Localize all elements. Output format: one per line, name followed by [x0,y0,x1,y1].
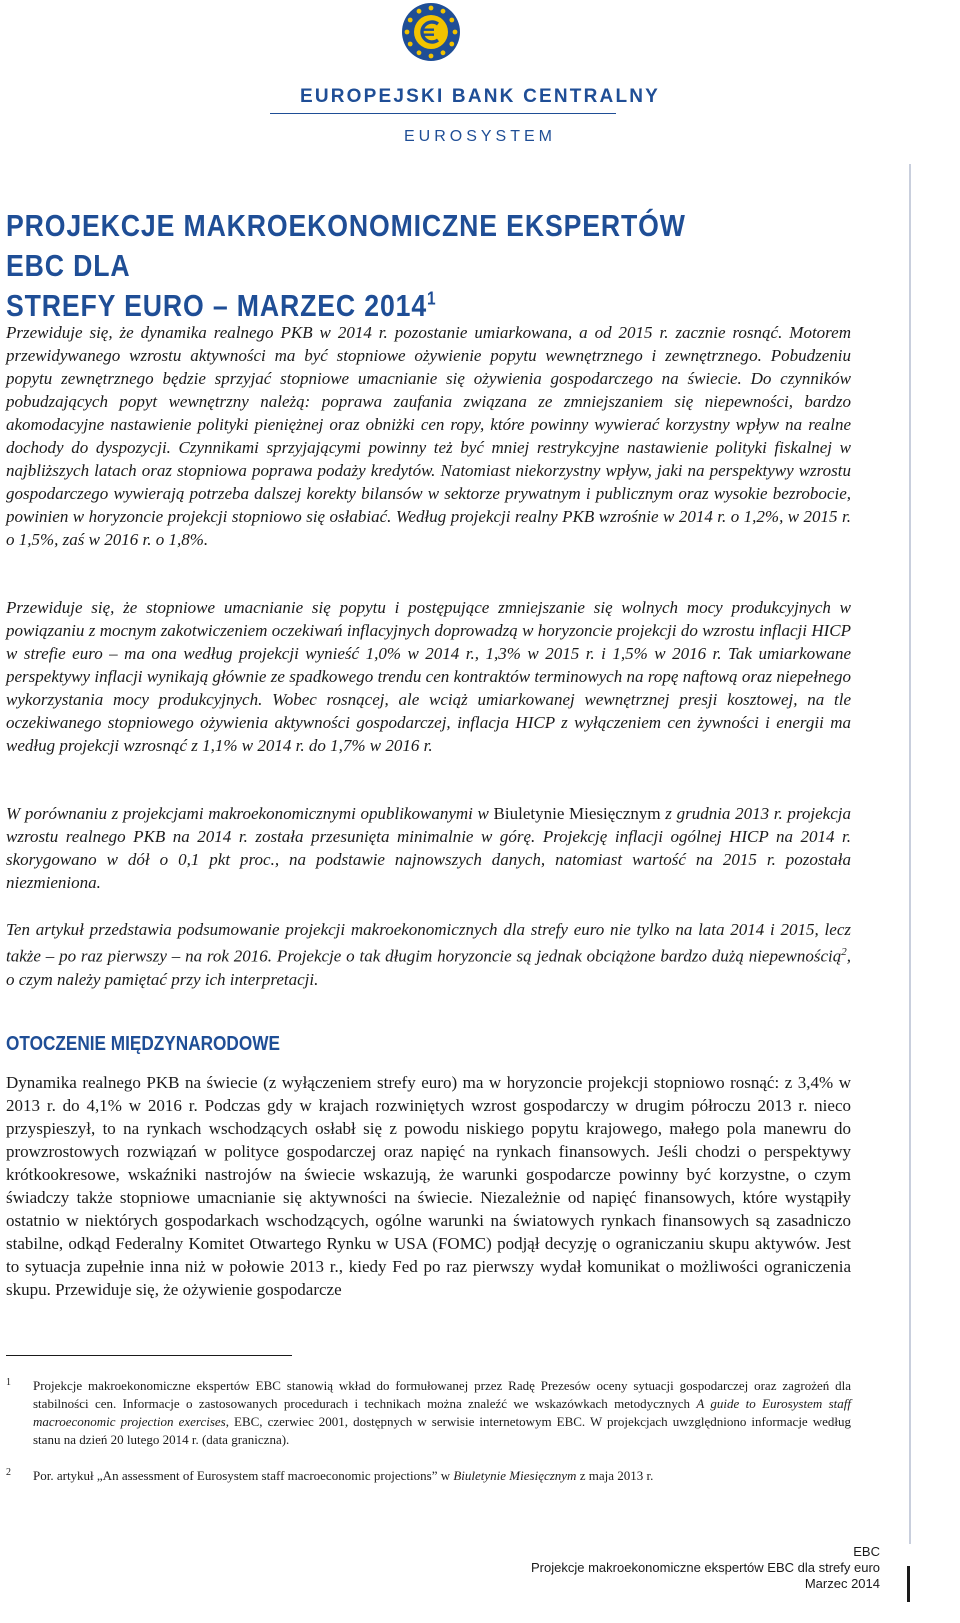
footnote-1-number: 1 [6,1377,11,1388]
system-name: EUROSYSTEM [403,128,556,145]
fn1-guide-title: A guide to Eurosystem staff macroeconomic projection exercises [33,1396,851,1429]
footnote-2-text [33,1467,851,1485]
summary-paragraph-gdp: Przewiduje się, że dynamika realnego PKB w 2014 r. pozostanie umiarkowana, a od 2015 r. zacznie rosnąć. Motorem przewidywanego wzrostu aktywności ma być stopniowe ożywienie popytu wewnętrznego i zewnętrznego. Pobudzeniu popytu zewnętrznego będzie sprzyjać stopniowe umacnianie się ożywienia gospodarczego na świecie. Do czynników pobudzających popyt wewnętrzny należą: poprawa zaufania związana ze zmniejszaniem się niepewności, bardzo akomodacyjne nastawienie polityki pieniężnej oraz obniżki cen ropy, które powinny wywierać korzystny wpływ na realne dochody do dyspozycji. Czynnikami sprzyjającymi powinny też być mniej restrykcyjne nastawienie polityki fiskalnej w najbliższych latach oraz stopniowa poprawa podaży kredytów. Natomiast niekorzystny wpływ, jaki na perspektywy wzrostu gospodarczego wywierają potrzeba dalszej korekty bilansów w sektorze prywatnym i publicznym oraz wysokie bezrobocie, powinien w horyzoncie projekcji stopniowo się osłabiać. Według projekcji realny PKB wzrośnie w 2014 r. o 1,2%, w 2015 r. o 1,5%, zaś w 2016 r. o 1,8%. [6,323,851,549]
logo-divider [270,113,616,114]
footer-mark [898,1544,922,1623]
fn2-publication: Biuletynie Miesięcznym [453,1468,577,1483]
footnote-1-text [33,1377,851,1449]
fn2-text-end: z maja 2013 r. [576,1468,654,1483]
fn1-text-end: , EBC, czerwiec 2001, dostępnych w serwisie internetowym EBC. W projekcjach uwzględniono informacje według stanu na dzień 20 lutego 2014 r. (data graniczna). [33,1414,852,1447]
fn2-text-start: Por. artykuł „An assessment of Eurosystem staff macroeconomic projections” w [33,1468,454,1483]
fn1-text-start: Projekcje makroekonomiczne ekspertów EBC stanowią wkład do formułowanej przez Radę Prezesów oceny sytuacji gospodarczej oraz zagrożeń dla stabilności cen. Informacje o zastosowanych procedurach i technikach można znaleźć we wskazówkach metodycznych [33,1378,851,1411]
footnote-ref-2[interactable]: 2 [841,946,847,958]
page-title [6,206,737,326]
section-heading: OTOCZENIE MIĘDZYNARODOWE [6,1033,280,1055]
p3-text-end: z grudnia 2013 r. projekcja wzrostu realnego PKB na 2014 r. została przesunięta minimalnie w górę. Projekcję inflacji ogólnej HICP na 2014 r. skorygowano w dół o 0,1 pkt proc., na podstawie najnowszych danych, natomiast wartość na 2015 r. pozostała niezmieniona. [6,804,851,892]
ecb-euro-logo-icon [401,2,461,62]
footnote-2-number: 2 [6,1467,11,1478]
publication-name: Biuletynie Miesięcznym [493,804,661,823]
footnote-divider [6,1355,292,1356]
footer-publisher: EBC [853,1544,880,1559]
footnote-1 [6,1377,851,1449]
title-line-1: PROJEKCJE MAKROEKONOMICZNE EKSPERTÓW EBC DLA [6,208,686,283]
summary-paragraph-horizon [6,918,851,991]
summary-paragraph-inflation: Przewiduje się, że stopniowe umacnianie się popytu i postępujące zmniejszanie się wolnych mocy produkcyjnych w powiązaniu z mocnym zakotwiczeniem oczekiwań inflacyjnych doprowadzą w horyzoncie projekcji do wzrostu inflacji HICP w strefie euro – ma ona według projekcji wynieść 1,0% w 2014 r., 1,3% w 2015 r. i 1,5% w 2016 r. Tak umiarkowane perspektywy inflacji wynikają głównie ze spadkowego trendu cen kontraktów terminowych na ropę naftową oraz niepełnego wykorzystania mocy produkcyjnych. Wobec rosnącej, ale wciąż umiarkowanej wewnętrznej presji kosztowej, na tle oczekiwanego stopniowego ożywienia aktywności gospodarczej, inflacja HICP z wyłączeniem cen żywności i energii ma według projekcji wzrosnąć z 1,1% w 2014 r. do 1,7% w 2016 r. [6,598,851,755]
title-footnote-ref[interactable]: 1 [427,288,437,309]
title-line-2: STREFY EURO – MARZEC 2014 [6,288,428,323]
margin-rule [909,164,911,1623]
footer-date: Marzec 2014 [804,1576,880,1591]
p4-text-end: , o czym należy pamiętać przy ich interpretacji. [6,946,851,989]
footnote-2 [6,1467,851,1485]
p4-text-start: Ten artykuł przedstawia podsumowanie projekcji makroekonomicznych dla strefy euro nie tylko na lata 2014 i 2015, lecz także – po raz pierwszy – na rok 2016. Projekcje o tak długim horyzoncie są jednak obciążone bardzo dużą niepewnością [6,920,851,966]
p3-text-start: W porównaniu z projekcjami makroekonomicznymi opublikowanymi w [6,804,494,823]
body-paragraph-international: Dynamika realnego PKB na świecie (z wyłączeniem strefy euro) ma w horyzoncie projekcji stopniowo rosnąć: z 3,4% w 2013 r. do 4,1% w 2016 r. Podczas gdy w krajach rozwiniętych wzrost gospodarczy w drugim półroczu 2013 r. nieco przyspieszył, to na rynkach wschodzących osłabł się z powodu niskiego popytu krajowego, małego pola manewru do prowzrostowych rozwiązań w polityce gospodarczej oraz napięć na rynkach finansowych. Jeśli chodzi o perspektywy krótkookresowe, wskaźniki nastrojów na świecie wskazują, że warunki gospodarcze powinny być korzystne, o czym świadczy także stopniowe umacnianie się aktywności na świecie. Niezależnie od napięć finansowych, które wystąpiły ostatnio w niektórych gospodarkach wschodzących, ogólne warunki na światowych rynkach finansowych są zasadniczo stabilne, odkąd Federalny Komitet Otwartego Rynku w USA (FOMC) podjął decyzję o ograniczaniu skupu aktywów. Jest to sytuacja zupełnie inna niż w połowie 2013 r., kiedy Fed po raz pierwszy wydał komunikat o możliwości ograniczenia skupu. Przewiduje się, że ożywienie gospodarcze [6,1073,851,1299]
summary-paragraph-comparison [6,802,851,894]
footer-article-title: Projekcje makroekonomiczne ekspertów EBC dla strefy euro [531,1560,880,1575]
institution-name: EUROPEJSKI BANK CENTRALNY [299,86,661,107]
